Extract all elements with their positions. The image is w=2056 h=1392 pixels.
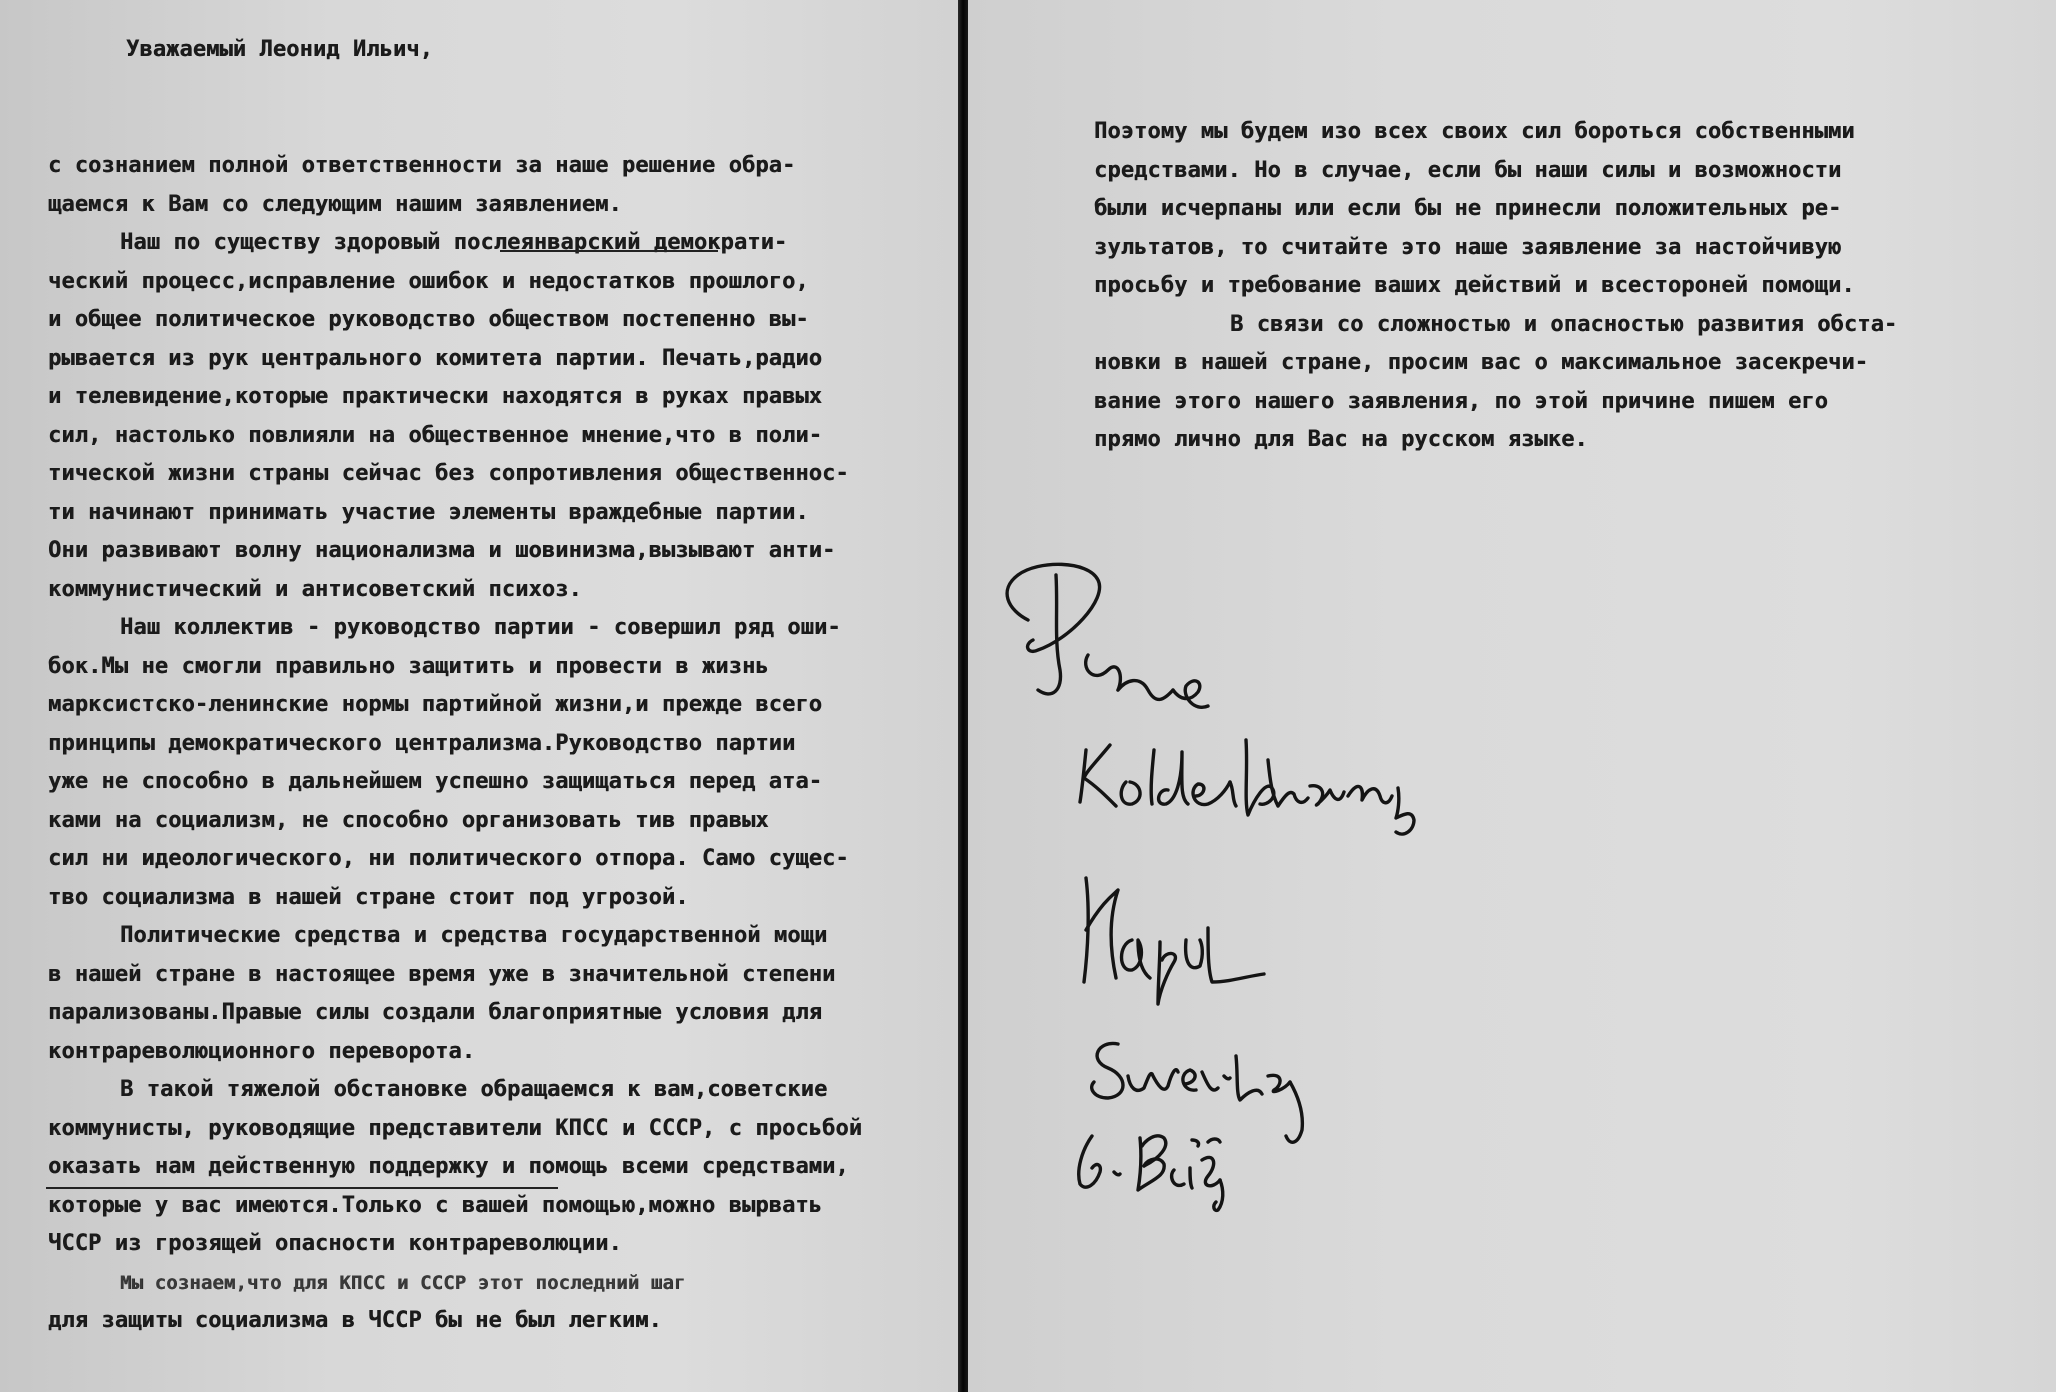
letter-line: принципы демократического централизма.Руководство партии	[48, 730, 796, 756]
letter-line: парализованы.Правые силы создали благоприятные условия для	[48, 1000, 823, 1025]
signature-4	[1092, 1043, 1303, 1142]
letter-line: прямо лично для Вас на русском языке.	[1094, 427, 1588, 452]
signature-2	[1080, 740, 1414, 834]
letter-line: были исчерпаны или если бы не принесли положительных ре-	[1094, 196, 1842, 221]
letter-line: уже не способно в дальнейшем успешно защищаться перед ата-	[48, 769, 823, 794]
letter-line: щаемся к Вам со следующим нашим заявлением.	[48, 191, 622, 217]
signatures-block	[968, 0, 2056, 1392]
letter-line: которые у вас имеются.Только с вашей помощью,можно вырвать	[48, 1192, 823, 1218]
letter-line: ками на социализм, не способно организовать тив правых	[48, 807, 769, 833]
letter-line: ЧССР из грозящей опасности контрареволюции.	[48, 1231, 622, 1256]
letter-line: тической жизни страны сейчас без сопротивления общественнос-	[48, 461, 849, 486]
letter-line: в нашей стране в настоящее время уже в значительной степени	[48, 961, 836, 987]
page-gutter	[958, 0, 968, 1392]
letter-line: контрареволюционного переворота.	[48, 1038, 476, 1064]
letter-line: новки в нашей стране, просим вас о максимальное засекречи-	[1094, 350, 1869, 375]
letter-line: коммунисты, руководящие представители КПСС и СССР, с просьбой	[48, 1115, 863, 1141]
letter-line: сил ни идеологического, ни политического отпора. Само сущес-	[48, 846, 849, 871]
letter-line: сил, настолько повлияли на общественное мнение,что в поли-	[48, 422, 823, 448]
letter-line: оказать нам действенную поддержку и помощь всеми средствами,	[48, 1154, 849, 1179]
letter-line: с сознанием полной ответственности за наше решение обра-	[48, 153, 796, 178]
letter-line: бок.Мы не смогли правильно защитить и провести в жизнь	[48, 653, 769, 679]
letter-line: ческий процесс,исправление ошибок и недостатков прошлого,	[48, 268, 809, 294]
signature-5	[1079, 1136, 1223, 1211]
letter-line: просьбу и требование ваших действий и всестороней помощи.	[1094, 273, 1855, 298]
letter-line: вание этого нашего заявления, по этой причине пишем его	[1094, 388, 1828, 414]
letter-line: зультатов, то считайте это наше заявление за настойчивую	[1094, 234, 1842, 260]
letter-greeting: Уважаемый Леонид Ильич,	[126, 37, 433, 62]
letter-line: Наш по существу здоровый послеянварский демократи-	[120, 230, 788, 255]
underline-postjanuary	[500, 250, 718, 252]
letter-line: Наш коллектив - руководство партии - совершил ряд оши-	[120, 615, 841, 640]
underline-support	[46, 1187, 558, 1189]
letter-line: тво социализма в нашей стране стоит под угрозой.	[48, 884, 689, 910]
letter-line: В связи со сложностью и опасностью развития обста-	[1230, 311, 1898, 337]
letter-line: и телевидение,которые практически находятся в руках правых	[48, 384, 823, 409]
letter-line: коммунистический и антисоветский психоз.	[48, 576, 582, 602]
signature-3	[1084, 878, 1264, 1004]
letter-page-left	[0, 0, 958, 1392]
letter-line: средствами. Но в случае, если бы наши силы и возможности	[1094, 157, 1842, 183]
letter-line: Они развивают волну национализма и шовинизма,вызывают анти-	[48, 538, 836, 563]
letter-line: для защиты социализма в ЧССР бы не был легким.	[48, 1308, 662, 1333]
letter-line: рывается из рук центрального комитета партии. Печать,радио	[48, 345, 823, 371]
letter-line: Политические средства и средства государственной мощи	[120, 923, 828, 948]
letter-line: ти начинают принимать участие элементы враждебные партии.	[48, 499, 809, 525]
letter-line: и общее политическое руководство обществом постепенно вы-	[48, 307, 809, 332]
letter-line: марксистско-ленинские нормы партийной жизни,и прежде всего	[48, 692, 823, 717]
letter-line: Мы сознаем,что для КПСС и СССР этот последний шаг	[120, 1271, 686, 1294]
letter-line: Поэтому мы будем изо всех своих сил бороться собственными	[1094, 119, 1855, 144]
letter-page-right	[968, 0, 2056, 1392]
letter-line: В такой тяжелой обстановке обращаемся к вам,советские	[120, 1077, 828, 1102]
signature-1	[1007, 564, 1208, 707]
